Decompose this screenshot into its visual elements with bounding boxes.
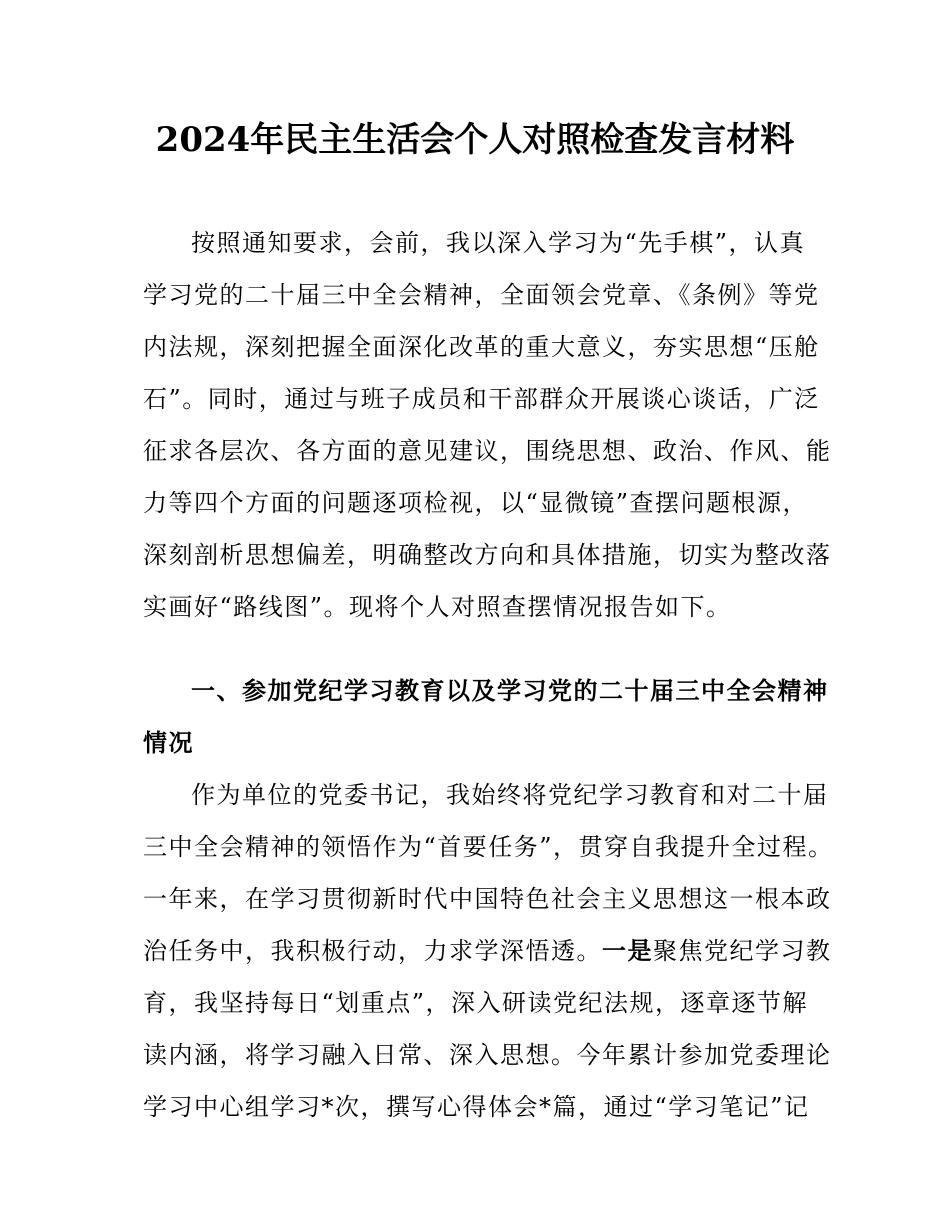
text-line: 深刻剖析思想偏差，明确整改方向和具体措施，切实为整改落	[143, 541, 832, 569]
emphasis-label: 一是	[602, 937, 653, 965]
section-heading	[143, 665, 829, 769]
text-line	[143, 925, 832, 977]
heading-line: 一、参加党纪学习教育以及学习党的二十届三中全会精神	[191, 677, 829, 705]
text-line: 内法规，深刻把握全面深化改革的重大意义，夯实思想“压舱	[143, 333, 820, 361]
text-line: 三中全会精神的领悟作为“首要任务”，贯穿自我提升全过程。	[143, 833, 834, 861]
section-paragraph	[143, 769, 834, 1133]
text-line: 学习中心组学习*次，撰写心得体会*篇，通过“学习笔记”记	[143, 1093, 810, 1121]
text-segment: 治任务中，我积极行动，力求学深悟透。	[143, 937, 602, 965]
text-line: 征求各层次、各方面的意见建议，围绕思想、政治、作风、能	[143, 437, 832, 465]
text-line: 一年来，在学习贯彻新时代中国特色社会主义思想这一根本政	[143, 885, 832, 913]
text-line: 育，我坚持每日“划重点”，深入研读党纪法规，逐章逐节解	[143, 989, 809, 1017]
text-line: 按照通知要求，会前，我以深入学习为“先手棋”，认真	[191, 229, 806, 257]
text-line: 力等四个方面的问题逐项检视，以“显微镜”查摆问题根源，	[143, 489, 809, 517]
text-line: 实画好“路线图”。现将个人对照查摆情况报告如下。	[143, 593, 732, 621]
intro-paragraph	[143, 217, 832, 633]
document-title: 2024年民主生活会个人对照检查发言材料	[155, 120, 795, 160]
heading-line: 情况	[143, 729, 194, 757]
text-line: 石”。同时，通过与班子成员和干部群众开展谈心谈话，广泛	[143, 385, 820, 413]
text-line: 读内涵，将学习融入日常、深入思想。今年累计参加党委理论	[143, 1041, 832, 1069]
text-line: 作为单位的党委书记，我始终将党纪学习教育和对二十届	[191, 781, 829, 809]
text-line: 学习党的二十届三中全会精神，全面领会党章、《条例》等党	[143, 281, 820, 309]
text-segment: 聚焦党纪学习教	[653, 937, 832, 965]
